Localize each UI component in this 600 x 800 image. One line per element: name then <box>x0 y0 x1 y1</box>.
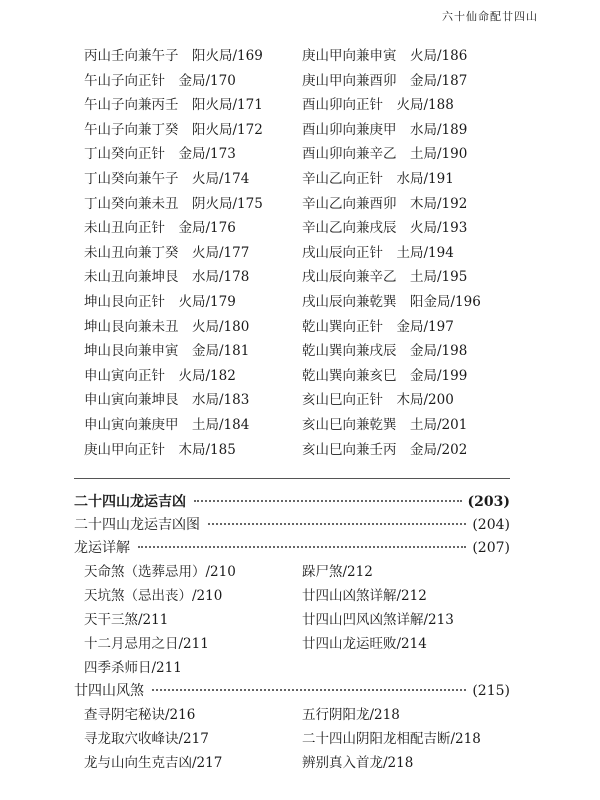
toc-item[interactable]: 乾山巽向兼亥巳 金局/199 <box>302 367 468 384</box>
toc-subitem[interactable]: 廿四山龙运旺败/214 <box>302 636 427 652</box>
toc-item[interactable]: 酉山卯向正针 火局/188 <box>302 97 454 114</box>
toc-item[interactable]: 戌山辰向正针 土局/194 <box>302 244 454 261</box>
toc-item[interactable]: 乾山巽向兼戌辰 金局/198 <box>302 343 468 360</box>
toc-item[interactable]: 申山寅向兼庚甲 土局/184 <box>84 416 250 433</box>
toc-subitem[interactable]: 龙与山向生克吉凶/217 <box>84 755 223 771</box>
running-head: 六十仙命配廿四山 <box>442 10 538 23</box>
toc-item[interactable]: 戌山辰向兼辛乙 土局/195 <box>302 269 468 286</box>
toc-subitem[interactable]: 天坑煞（忌出丧）/210 <box>84 588 223 604</box>
toc-item[interactable]: 丁山癸向正针 金局/173 <box>84 146 236 163</box>
leader-dots <box>138 546 466 548</box>
toc-subitem[interactable]: 查寻阴宅秘诀/216 <box>84 707 196 723</box>
toc-item[interactable]: 丁山癸向兼未丑 阴火局/175 <box>84 195 263 212</box>
toc-item[interactable]: 辛山乙向兼戌辰 火局/193 <box>302 220 468 237</box>
toc-subitem <box>302 656 520 680</box>
toc-entry-longyun-jixiong[interactable] <box>74 491 510 514</box>
toc-item[interactable]: 午山子向兼丙壬 阳火局/171 <box>84 97 263 114</box>
toc-subitem[interactable]: 五行阴阳龙/218 <box>302 707 400 723</box>
toc-item[interactable]: 未山丑向兼坤艮 水局/178 <box>84 269 250 286</box>
toc <box>74 491 510 775</box>
toc-subitem[interactable]: 辨别真入首龙/218 <box>302 755 414 771</box>
leader-dots <box>208 523 466 525</box>
toc-item[interactable]: 酉山卯向兼辛乙 土局/190 <box>302 146 468 163</box>
toc-item[interactable]: 戌山辰向兼乾巽 阳金局/196 <box>302 293 481 310</box>
toc-item[interactable]: 午山子向兼丁癸 阳火局/172 <box>84 121 263 138</box>
toc-item[interactable]: 亥山巳向正针 木局/200 <box>302 392 454 409</box>
toc-entry-title: 二十四山龙运吉凶 <box>74 494 186 510</box>
toc-subitem[interactable]: 天命煞（选葬忌用）/210 <box>84 564 236 580</box>
toc-item[interactable]: 申山寅向正针 火局/182 <box>84 367 236 384</box>
toc-item[interactable]: 未山丑向正针 金局/176 <box>84 220 236 237</box>
toc-item[interactable]: 庚山甲向正针 木局/185 <box>84 441 236 458</box>
toc-item[interactable]: 乾山巽向正针 金局/197 <box>302 318 454 335</box>
toc-subitem[interactable]: 寻龙取穴收峰诀/217 <box>84 731 209 747</box>
toc-item[interactable]: 亥山巳向兼乾巽 土局/201 <box>302 416 468 433</box>
toc-item[interactable]: 坤山艮向兼申寅 金局/181 <box>84 343 250 360</box>
toc-subitem[interactable]: 廿四山凹风凶煞详解/213 <box>302 612 454 628</box>
toc-item[interactable]: 坤山艮向兼未丑 火局/180 <box>84 318 250 335</box>
toc-entry-longyun-tu[interactable] <box>74 514 510 537</box>
toc-entry-title: 二十四山龙运吉凶图 <box>74 517 200 533</box>
toc-item[interactable]: 辛山乙向正针 水局/191 <box>302 170 454 187</box>
toc-item[interactable]: 午山子向正针 金局/170 <box>84 72 236 89</box>
toc-subitem[interactable]: 天干三煞/211 <box>84 612 169 628</box>
toc-subitem[interactable]: 四季杀师日/211 <box>84 660 182 676</box>
toc-subitem[interactable]: 跺尸煞/212 <box>302 564 373 580</box>
index-grid <box>84 44 504 462</box>
toc-item[interactable]: 庚山甲向兼酉卯 金局/187 <box>302 72 468 89</box>
toc-item[interactable]: 庚山甲向兼申寅 火局/186 <box>302 48 468 64</box>
toc-subitem[interactable]: 十二月忌用之日/211 <box>84 636 209 652</box>
toc-entry-page: (204) <box>472 517 510 533</box>
longyun-subitems <box>74 560 510 680</box>
divider-rule <box>74 478 510 479</box>
toc-entry-fengsha[interactable] <box>74 680 510 703</box>
toc-item[interactable]: 亥山巳向兼壬丙 金局/202 <box>302 441 468 458</box>
toc-item[interactable]: 辛山乙向兼酉卯 木局/192 <box>302 195 468 212</box>
toc-item[interactable]: 丙山壬向兼午子 阳火局/169 <box>84 48 263 64</box>
leader-dots <box>194 500 462 502</box>
toc-item[interactable]: 未山丑向兼丁癸 火局/177 <box>84 244 250 261</box>
toc-item[interactable]: 酉山卯向兼庚甲 水局/189 <box>302 121 468 138</box>
toc-item[interactable]: 丁山癸向兼午子 火局/174 <box>84 170 250 187</box>
toc-entry-title: 廿四山风煞 <box>74 683 144 699</box>
toc-entry-page: (207) <box>472 540 510 556</box>
toc-entry-page: (215) <box>472 683 510 699</box>
toc-subitem[interactable]: 廿四山凶煞详解/212 <box>302 588 427 604</box>
leader-dots <box>152 689 466 691</box>
toc-subitem[interactable]: 二十四山阴阳龙相配吉断/218 <box>302 731 481 747</box>
toc-entry-page: (203) <box>467 494 510 510</box>
toc-entry-title: 龙运详解 <box>74 540 130 556</box>
toc-item[interactable]: 申山寅向兼坤艮 水局/183 <box>84 392 250 409</box>
toc-entry-longyun-xiangjie[interactable] <box>74 537 510 560</box>
fengsha-subitems <box>74 703 510 775</box>
toc-item[interactable]: 坤山艮向正针 火局/179 <box>84 293 236 310</box>
